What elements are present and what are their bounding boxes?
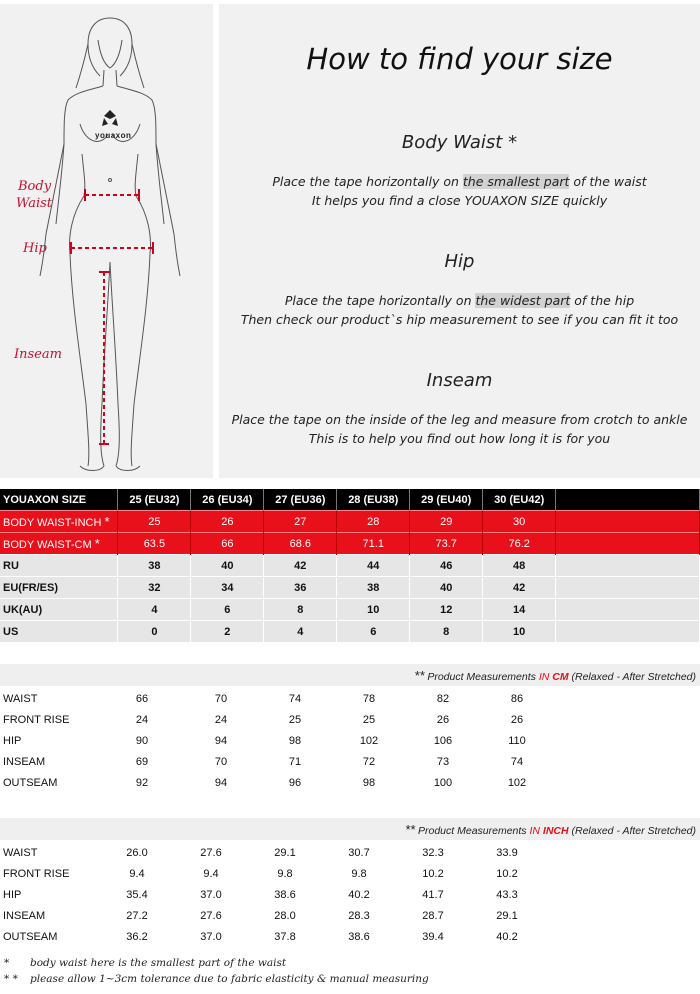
inseam-text-line2: This is to help you find out how long it is for you (308, 431, 611, 446)
table-cell: 8 (264, 599, 337, 621)
empty-cell (554, 751, 700, 772)
table-cell: 10 (337, 599, 410, 621)
table-cell: 66 (135, 692, 149, 705)
table-cell: 12 (410, 599, 483, 621)
footnote-marker: * (4, 957, 10, 969)
inch-section-title (405, 822, 696, 837)
table-cell: 66 (191, 533, 264, 555)
empty-cell (554, 688, 700, 709)
size-conversion-table (0, 489, 700, 642)
section-title-note: (Relaxed - After Stretched) (571, 825, 696, 837)
section-title-unit: INCH (542, 825, 569, 837)
table-cell: 38.6 (348, 930, 370, 943)
table-cell: 14 (483, 599, 556, 621)
table-cell: 25 (118, 511, 191, 533)
size-col: 28 (EU38) (337, 489, 410, 511)
size-row-us (0, 621, 700, 643)
table-cell: 98 (288, 734, 302, 747)
table-cell: 72 (362, 755, 376, 768)
table-cell: 68.6 (264, 533, 337, 555)
waist-text-highlight: the smallest part (462, 174, 570, 189)
section-heading-hip: Hip (444, 251, 475, 272)
asterisk-mark: * (94, 536, 100, 551)
table-cell: 26 (436, 713, 450, 726)
table-cell: 10.2 (422, 867, 444, 880)
table-cell: 26.0 (126, 846, 148, 859)
table-cell: 38.6 (274, 888, 296, 901)
table-cell: 90 (135, 734, 149, 747)
empty-cell (554, 709, 700, 730)
row-label: US (0, 621, 118, 643)
table-cell: 106 (433, 734, 453, 747)
table-cell: 37.8 (274, 930, 296, 943)
table-cell: 78 (362, 692, 376, 705)
table-cell: 37.0 (200, 888, 222, 901)
footnote-text: please allow 1~3cm tolerance due to fabric elasticity & manual measuring (30, 973, 429, 985)
section-title-in: IN (538, 671, 550, 683)
row-label: WAIST (3, 846, 38, 859)
table-cell: 27.6 (200, 846, 222, 859)
row-label: RU (0, 555, 118, 577)
section-text-waist (219, 172, 700, 210)
row-label (0, 511, 118, 533)
cm-row-front-rise (0, 709, 700, 730)
size-row-eu (0, 577, 700, 599)
table-cell: 63.5 (118, 533, 191, 555)
table-cell: 71 (288, 755, 302, 768)
table-cell: 69 (135, 755, 149, 768)
row-label: OUTSEAM (3, 776, 58, 789)
inch-row-outseam (0, 926, 700, 947)
empty-cell (544, 926, 700, 947)
size-col: 27 (EU36) (264, 489, 337, 511)
section-text-hip (219, 291, 700, 329)
table-cell: 4 (118, 599, 191, 621)
inseam-text-line1: Place the tape on the inside of the leg and measure from crotch to ankle (231, 412, 688, 427)
section-text-inseam (219, 410, 700, 448)
product-measurements-inch-table (0, 842, 700, 947)
row-label: FRONT RISE (3, 867, 70, 880)
table-cell: 74 (510, 755, 524, 768)
brand-logo-text: youaxon (95, 131, 132, 140)
footnote-text: body waist here is the smallest part of the waist (30, 957, 287, 969)
table-cell: 76.2 (483, 533, 556, 555)
table-cell: 32 (118, 577, 191, 599)
table-cell: 29.1 (496, 909, 518, 922)
body-waist-inch-row (0, 511, 700, 533)
table-cell: 2 (191, 621, 264, 643)
table-cell: 40 (191, 555, 264, 577)
section-title-text: Product Measurements (427, 671, 536, 683)
table-cell: 40.2 (496, 930, 518, 943)
table-cell: 36 (264, 577, 337, 599)
waist-text-post: of the waist (569, 174, 647, 189)
table-cell: 71.1 (337, 533, 410, 555)
page-title: How to find your size (306, 42, 613, 76)
table-cell: 43.3 (496, 888, 518, 901)
table-cell: 25 (362, 713, 376, 726)
table-cell: 30 (483, 511, 556, 533)
table-cell: 6 (337, 621, 410, 643)
table-cell: 28.7 (422, 909, 444, 922)
row-label: WAIST (3, 692, 38, 705)
section-title-in: IN (529, 825, 540, 837)
table-cell: 27 (264, 511, 337, 533)
table-cell: 48 (483, 555, 556, 577)
row-label: OUTSEAM (3, 930, 58, 943)
row-label-text: BODY WAIST-CM (3, 539, 92, 551)
asterisk-mark: * (104, 514, 110, 529)
table-cell: 38 (337, 577, 410, 599)
empty-cell (544, 863, 700, 884)
table-cell: 32.3 (422, 846, 444, 859)
inch-section-header (0, 818, 700, 840)
hip-text-post: of the hip (570, 293, 635, 308)
hip-text-highlight: the widest part (475, 293, 571, 308)
hip-text-pre: Place the tape horizontally on (284, 293, 476, 308)
empty-cell (554, 730, 700, 751)
waist-text-pre: Place the tape horizontally on (272, 174, 463, 189)
section-heading-inseam: Inseam (426, 370, 493, 391)
table-cell: 33.9 (496, 846, 518, 859)
table-cell: 4 (264, 621, 337, 643)
empty-cell (556, 599, 700, 621)
table-cell: 70 (214, 755, 228, 768)
size-guide-header (0, 0, 700, 484)
table-cell: 42 (483, 577, 556, 599)
figure-label-inseam: Inseam (14, 347, 62, 362)
table-cell: 86 (510, 692, 524, 705)
table-cell: 38 (118, 555, 191, 577)
section-title-unit: CM (552, 671, 569, 683)
row-label: FRONT RISE (3, 713, 70, 726)
table-cell: 10.2 (496, 867, 518, 880)
size-header-label: YOUAXON SIZE (0, 489, 118, 511)
table-cell: 46 (410, 555, 483, 577)
empty-cell (556, 533, 700, 555)
empty-cell (554, 772, 700, 793)
section-heading-waist: Body Waist * (401, 132, 518, 153)
table-cell: 39.4 (422, 930, 444, 943)
table-cell: 28 (337, 511, 410, 533)
table-cell: 9.8 (277, 867, 293, 880)
table-cell: 73 (436, 755, 450, 768)
table-cell: 29 (410, 511, 483, 533)
waist-text-line2: It helps you find a close YOUAXON SIZE quickly (311, 193, 608, 208)
table-cell: 28.0 (274, 909, 296, 922)
empty-cell (544, 842, 700, 863)
cm-section-title (414, 668, 696, 683)
footnote-marker: * * (4, 973, 18, 985)
empty-cell (544, 905, 700, 926)
section-title-text: Product Measurements (418, 825, 527, 837)
hip-text-line2: Then check our product`s hip measurement to see if you can fit it too (240, 312, 679, 327)
section-title-note: (Relaxed - After Stretched) (571, 671, 696, 683)
row-label: INSEAM (3, 909, 46, 922)
cm-row-inseam (0, 751, 700, 772)
table-cell: 94 (214, 776, 228, 789)
table-cell: 102 (359, 734, 379, 747)
figure-label-body: Body (18, 179, 52, 194)
table-cell: 74 (288, 692, 302, 705)
table-cell: 96 (288, 776, 302, 789)
empty-cell (544, 884, 700, 905)
asterisk-mark: ** (404, 822, 416, 837)
size-row-ru (0, 555, 700, 577)
inch-row-waist (0, 842, 700, 863)
table-cell: 37.0 (200, 930, 222, 943)
table-cell: 24 (214, 713, 228, 726)
empty-cell (556, 489, 700, 511)
size-header-row (0, 489, 700, 511)
table-cell: 41.7 (422, 888, 444, 901)
table-cell: 100 (433, 776, 453, 789)
table-cell: 26 (191, 511, 264, 533)
table-cell: 8 (410, 621, 483, 643)
row-label: UK(AU) (0, 599, 118, 621)
table-cell: 27.6 (200, 909, 222, 922)
empty-cell (556, 555, 700, 577)
table-cell: 94 (214, 734, 228, 747)
table-cell: 24 (135, 713, 149, 726)
size-row-uk (0, 599, 700, 621)
asterisk-mark: ** (414, 668, 425, 683)
measuring-instructions-panel (219, 4, 700, 478)
product-measurements-cm-table (0, 688, 700, 793)
body-figure-panel (0, 4, 213, 478)
table-cell: 9.4 (129, 867, 145, 880)
table-cell: 110 (508, 734, 526, 747)
table-cell: 35.4 (126, 888, 148, 901)
table-cell: 26 (510, 713, 524, 726)
table-cell: 29.1 (274, 846, 296, 859)
table-cell: 92 (135, 776, 149, 789)
row-label-text: BODY WAIST-INCH (3, 517, 102, 529)
row-label: EU(FR/ES) (0, 577, 118, 599)
table-cell: 40.2 (348, 888, 370, 901)
table-cell: 30.7 (348, 846, 370, 859)
table-cell: 73.7 (410, 533, 483, 555)
empty-cell (556, 577, 700, 599)
table-cell: 40 (410, 577, 483, 599)
table-cell: 70 (214, 692, 228, 705)
table-cell: 6 (191, 599, 264, 621)
cm-row-hip (0, 730, 700, 751)
size-col: 29 (EU40) (410, 489, 483, 511)
inch-row-front-rise (0, 863, 700, 884)
cm-section-header (0, 664, 700, 686)
table-cell: 25 (288, 713, 302, 726)
table-cell: 9.4 (203, 867, 219, 880)
row-label: HIP (3, 734, 22, 747)
table-cell: 36.2 (126, 930, 148, 943)
brand-logo-icon (102, 110, 118, 126)
empty-cell (556, 511, 700, 533)
row-label (0, 533, 118, 555)
table-cell: 102 (507, 776, 527, 789)
inch-row-hip (0, 884, 700, 905)
empty-cell (556, 621, 700, 643)
body-waist-cm-row (0, 533, 700, 555)
figure-label-waist: Waist (16, 196, 53, 211)
table-cell: 0 (118, 621, 191, 643)
size-col: 30 (EU42) (483, 489, 556, 511)
table-cell: 44 (337, 555, 410, 577)
table-cell: 10 (483, 621, 556, 643)
footnote-1 (4, 957, 286, 969)
inch-row-inseam (0, 905, 700, 926)
table-cell: 34 (191, 577, 264, 599)
table-cell: 27.2 (126, 909, 148, 922)
table-cell: 28.3 (348, 909, 370, 922)
table-cell: 82 (436, 692, 450, 705)
row-label: HIP (3, 888, 22, 901)
table-cell: 98 (362, 776, 376, 789)
figure-label-hip: Hip (23, 241, 47, 256)
table-cell: 42 (264, 555, 337, 577)
size-col: 26 (EU34) (191, 489, 264, 511)
row-label: INSEAM (3, 755, 46, 768)
cm-row-outseam (0, 772, 700, 793)
cm-row-waist (0, 688, 700, 709)
footnote-2 (4, 973, 429, 985)
table-cell: 9.8 (351, 867, 367, 880)
size-col: 25 (EU32) (118, 489, 191, 511)
